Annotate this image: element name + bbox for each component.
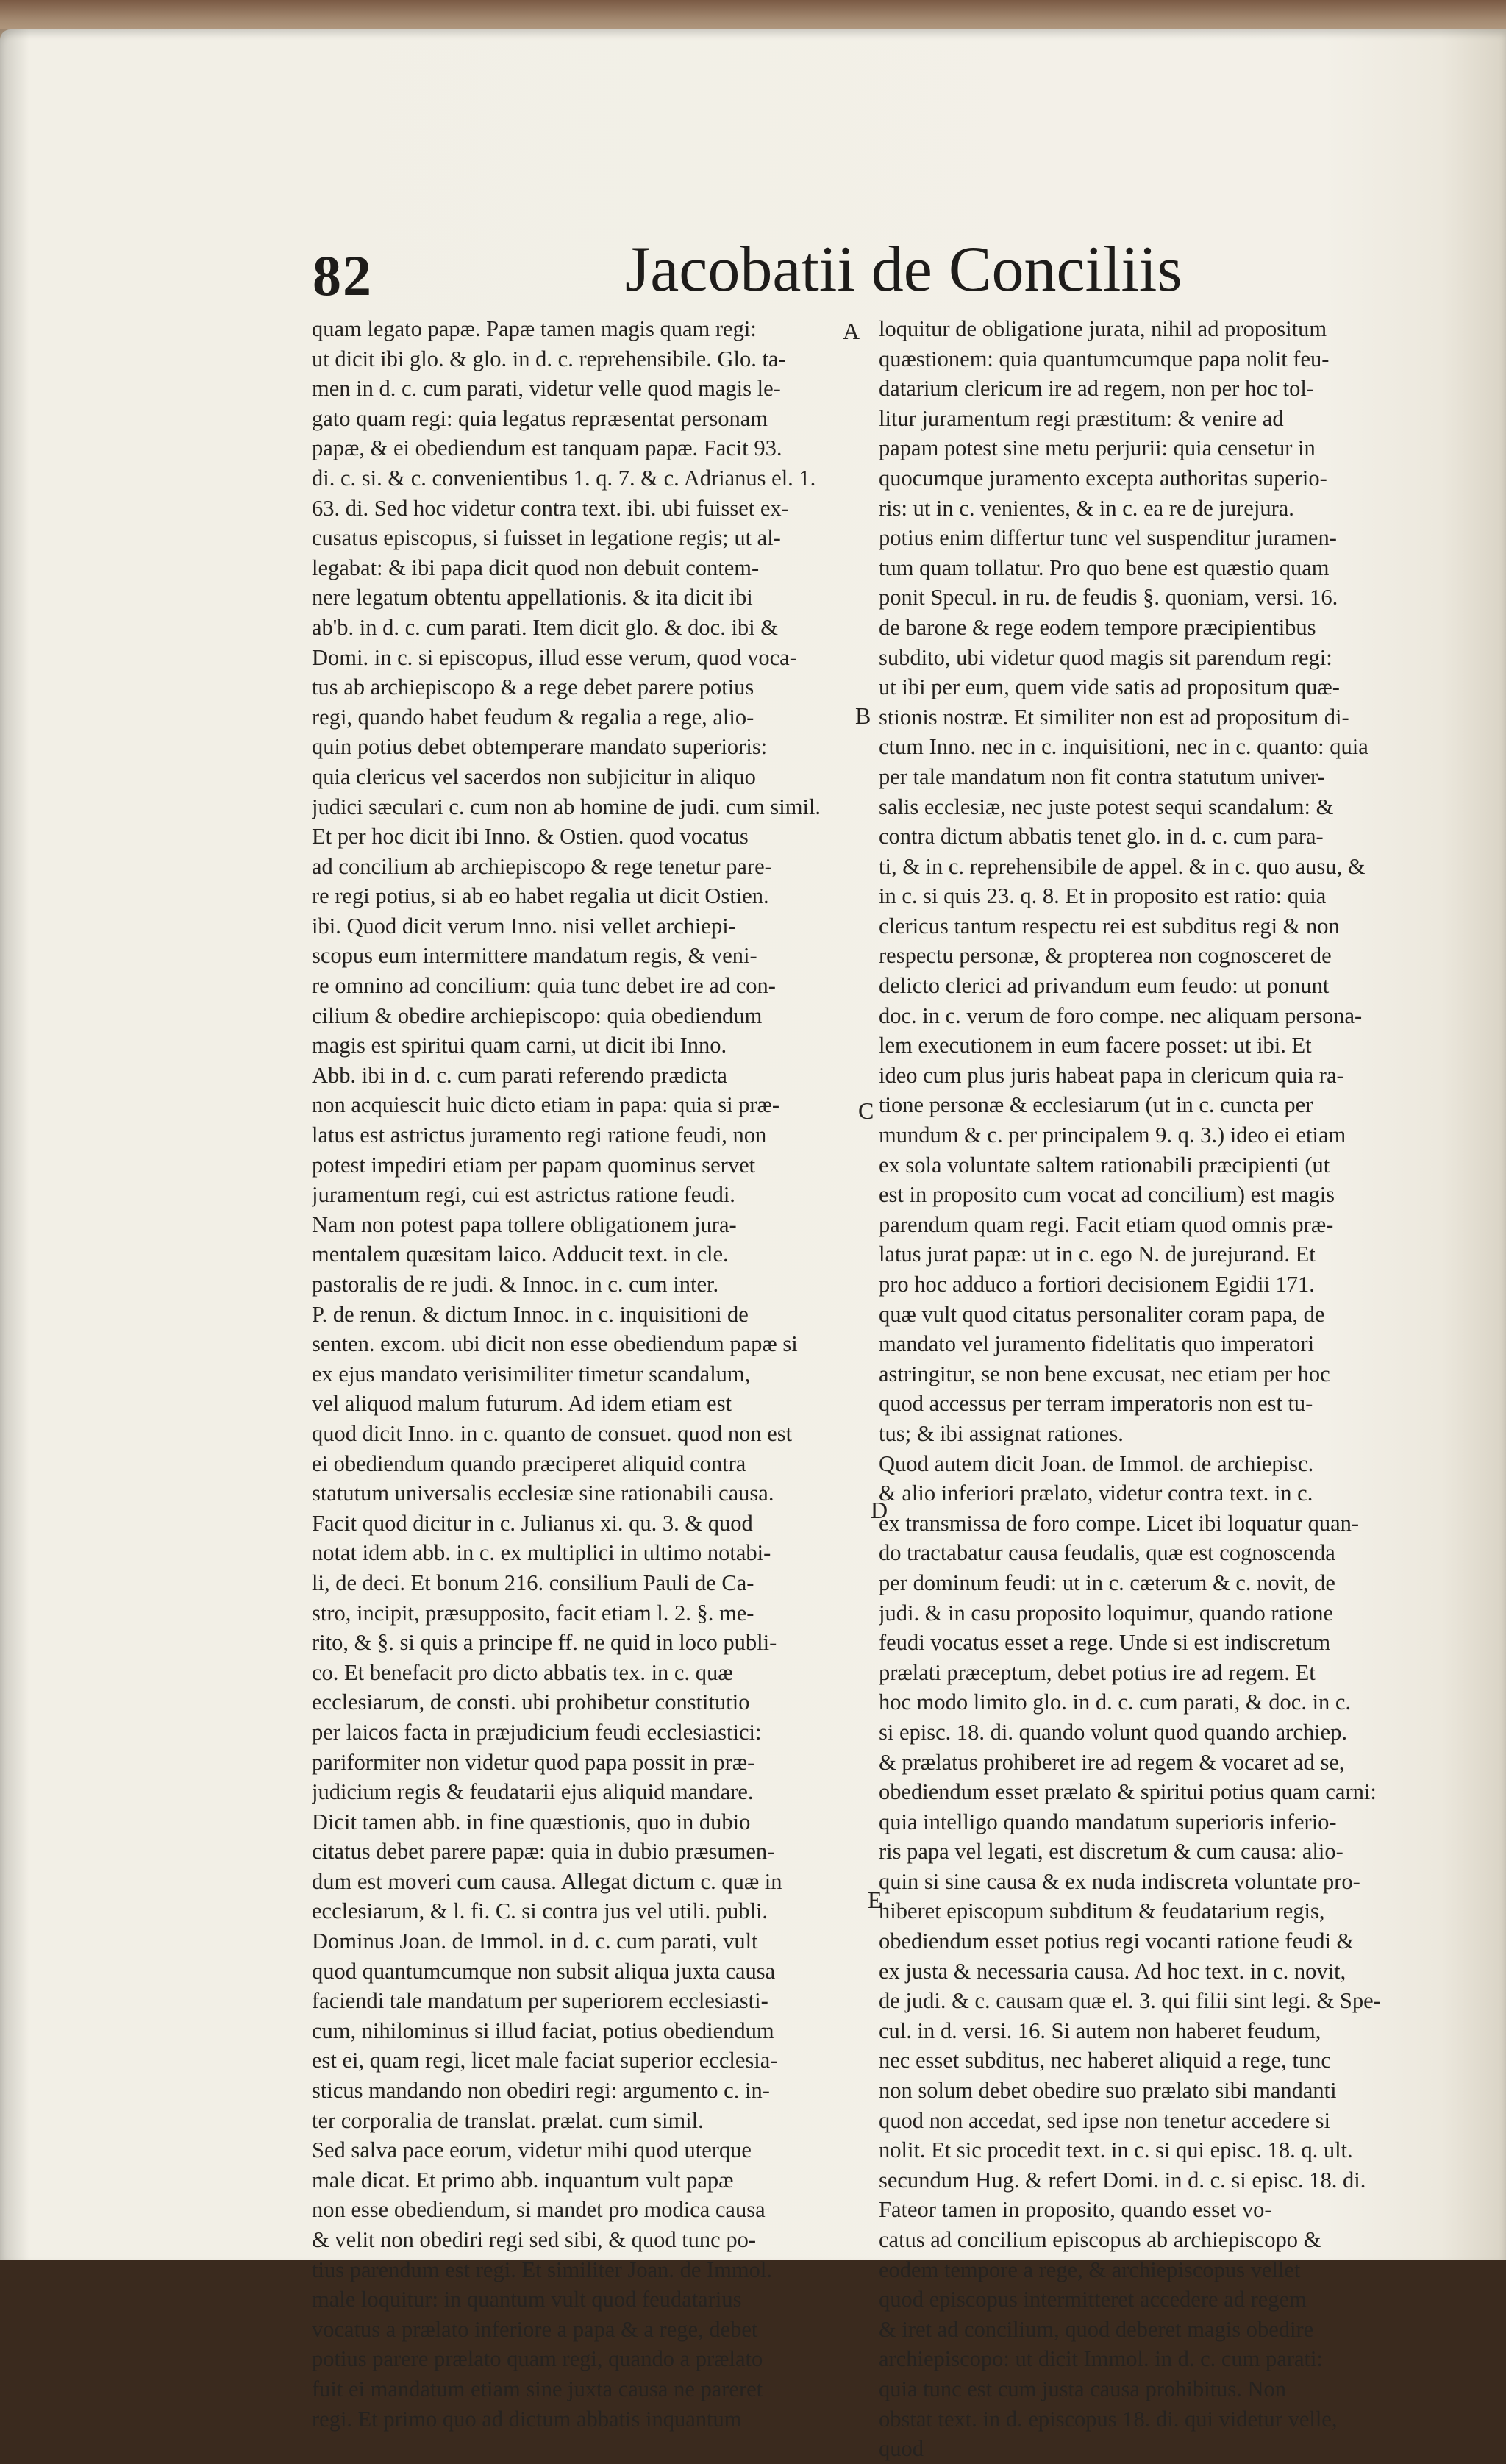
right-column-line: obediendum esset prælato & spiritui potius quam carni: xyxy=(879,1779,1377,1805)
left-column-line: pariformiter non videtur quod papa possit in præ- xyxy=(312,1749,755,1775)
page-number: 82 xyxy=(313,243,373,307)
left-column-line: 63. di. Sed hoc videtur contra text. ibi. ubi fuisset ex- xyxy=(312,495,789,521)
right-column-line: non solum debet obedire suo prælato sibi mandanti xyxy=(879,2078,1337,2104)
left-column-line: quam legato papæ. Papæ tamen magis quam regi: xyxy=(312,316,757,341)
right-column-line: quia intelligo quando mandatum superioris inferio- xyxy=(879,1809,1337,1834)
right-column-line: contra dictum abbatis tenet glo. in d. c. cum para- xyxy=(879,824,1324,850)
right-column-line: catus ad concilium episcopus ab archiepiscopo & xyxy=(879,2227,1321,2252)
left-column-line: legabat: & ibi papa dicit quod non debuit contem- xyxy=(312,555,760,580)
right-column-line: potius enim differtur tunc vel suspenditur juramen- xyxy=(879,525,1337,551)
running-title: Jacobatii de Conciliis xyxy=(625,234,1182,305)
right-column-line: ctum Inno. nec in c. inquisitioni, nec in c. quanto: quia xyxy=(879,734,1368,760)
left-column-line: tius parendum est regi. Et similiter Joan. de Immol. xyxy=(312,2257,772,2282)
left-column-line: non acquiescit huic dicto etiam in papa: quia si præ- xyxy=(312,1092,780,1118)
left-column-line: Et per hoc dicit ibi Inno. & Ostien. quod vocatus xyxy=(312,824,749,850)
margin-letter-b: B xyxy=(855,702,871,729)
right-column-line: salis ecclesiæ, nec juste potest sequi scandalum: & xyxy=(879,794,1334,819)
right-column-line: Quod autem dicit Joan. de Immol. de archiepisc. xyxy=(879,1450,1314,1476)
right-column-line: de barone & rege eodem tempore præcipientibus xyxy=(879,614,1316,640)
margin-letter-c: C xyxy=(858,1097,874,1124)
left-column-line: scopus eum intermittere mandatum regis, & veni- xyxy=(312,943,757,969)
left-column-line: quin potius debet obtemperare mandato superioris: xyxy=(312,734,768,760)
left-column-line: dum est moveri cum causa. Allegat dictum c. quæ in xyxy=(312,1868,782,1894)
right-column-line: astringitur, se non bene excusat, nec etiam per hoc xyxy=(879,1361,1330,1386)
right-column-line: per dominum feudi: ut in c. cæterum & c. novit, de xyxy=(879,1570,1335,1595)
right-column-line: nolit. Et sic procedit text. in c. si qui episc. 18. q. ult. xyxy=(879,2137,1353,2163)
left-column-line: stro, incipit, præsupposito, facit etiam l. 2. §. me- xyxy=(312,1600,754,1626)
right-column-line: ex justa & necessaria causa. Ad hoc text. in c. novit, xyxy=(879,1958,1346,1984)
left-column-line: notat idem abb. in c. ex multiplici in ultimo notabi- xyxy=(312,1540,771,1566)
left-column-line: ab'b. in d. c. cum parati. Item dicit glo. & doc. ibi & xyxy=(312,614,778,640)
left-column-line: vel aliquod malum futurum. Ad idem etiam est xyxy=(312,1391,732,1417)
right-column-line: quæ vult quod citatus personaliter coram papa, de xyxy=(879,1301,1325,1327)
left-column-line: li, de deci. Et bonum 216. consilium Pauli de Ca- xyxy=(312,1570,754,1595)
right-column-line: litur juramentum regi præstitum: & venire ad xyxy=(879,405,1284,431)
right-column-line: loquitur de obligatione jurata, nihil ad propositum xyxy=(879,316,1327,341)
right-column-line: quod xyxy=(879,2436,924,2462)
right-column-line: de judi. & c. causam quæ el. 3. qui filii sint legi. & Spe- xyxy=(879,1988,1381,2014)
right-column-line: doc. in c. verum de foro compe. nec aliquam persona- xyxy=(879,1003,1363,1028)
right-column-line: secundum Hug. & refert Domi. in d. c. si episc. 18. di. xyxy=(879,2167,1366,2193)
left-column-line: judicium regis & feudatarii ejus aliquid mandare. xyxy=(312,1779,754,1805)
left-column-line: ut dicit ibi glo. & glo. in d. c. reprehensibile. Glo. ta- xyxy=(312,346,786,371)
right-column-line: hiberet episcopum subditum & feudatarium regis, xyxy=(879,1898,1325,1924)
left-column-line: male dicat. Et primo abb. inquantum vult papæ xyxy=(312,2167,734,2193)
left-column-line: fuit ei mandatum etiam sine juxta causa ne pareret xyxy=(312,2376,763,2401)
right-column-line: lem executionem in eum facere posset: ut ibi. Et xyxy=(879,1033,1312,1058)
left-column-line: faciendi tale mandatum per superiorem ecclesiasti- xyxy=(312,1988,768,2014)
right-column-line: quia tunc est cum justa causa prohibitus. Non xyxy=(879,2376,1286,2401)
right-column-line: quod episcopus intermitteret accedere ad regem xyxy=(879,2287,1307,2312)
right-column-line: est in proposito cum vocat ad concilium) est magis xyxy=(879,1182,1335,1208)
right-column-line: & alio inferiori prælato, videtur contra text. in c. xyxy=(879,1481,1313,1506)
left-column-line: tus ab archiepiscopo & a rege debet parere potius xyxy=(312,674,754,700)
left-column-line: P. de renun. & dictum Innoc. in c. inquisitioni de xyxy=(312,1301,749,1327)
right-column-line: datarium clericum ire ad regem, non per hoc tol- xyxy=(879,376,1314,402)
margin-letter-d: D xyxy=(871,1497,888,1523)
right-column-line: stionis nostræ. Et similiter non est ad propositum di- xyxy=(879,704,1349,730)
right-column-line: do tractabatur causa feudalis, quæ est cognoscenda xyxy=(879,1540,1335,1566)
left-column-line: non esse obediendum, si mandet pro modica causa xyxy=(312,2197,766,2223)
margin-letter-a: A xyxy=(843,318,860,344)
left-column-line: papæ, & ei obediendum est tanquam papæ. Facit 93. xyxy=(312,435,782,461)
left-column-line: mentalem quæsitam laico. Adducit text. in cle. xyxy=(312,1242,729,1267)
right-column-line: latus jurat papæ: ut in c. ego N. de jurejurand. Et xyxy=(879,1242,1316,1267)
right-column-line: obstat text. in d. episcopus 18. di. qui videtur velle, xyxy=(879,2406,1338,2432)
right-column-line: tus; & ibi assignat rationes. xyxy=(879,1420,1124,1446)
right-column-line: tum quam tollatur. Pro quo bene est quæstio quam xyxy=(879,555,1330,580)
right-column-line: ut ibi per eum, quem vide satis ad propositum quæ- xyxy=(879,674,1340,700)
right-column-line: quod accessus per terram imperatoris non est tu- xyxy=(879,1391,1313,1417)
left-column-line: quia clericus vel sacerdos non subjicitur in aliquo xyxy=(312,763,756,789)
right-column-line: obediendum esset potius regi vocanti ratione feudi & xyxy=(879,1929,1355,1954)
left-column-line: senten. excom. ubi dicit non esse obediendum papæ si xyxy=(312,1331,798,1357)
left-column-line: pastoralis de re judi. & Innoc. in c. cum inter. xyxy=(312,1272,719,1297)
left-column-line: cum, nihilominus si illud faciat, potius obediendum xyxy=(312,2018,774,2043)
left-column-line: gato quam regi: quia legatus repræsentat personam xyxy=(312,405,768,431)
left-column-line: men in d. c. cum parati, videtur velle quod magis le- xyxy=(312,376,781,402)
gutter-shadow xyxy=(0,29,29,2260)
right-column-line: & iret ad concilium, quod deberet magis obedire xyxy=(879,2316,1314,2342)
left-column-line: Domi. in c. si episcopus, illud esse verum, quod voca- xyxy=(312,644,797,670)
left-column-line: sticus mandando non obediri regi: argumento c. in- xyxy=(312,2078,770,2104)
left-column-line: est ei, quam regi, licet male faciat superior ecclesia- xyxy=(312,2048,778,2073)
right-column-line: & prælatus prohiberet ire ad regem & vocaret ad se, xyxy=(879,1749,1345,1775)
left-column-line: co. Et benefacit pro dicto abbatis tex. in c. quæ xyxy=(312,1659,733,1685)
left-column-line: Sed salva pace eorum, videtur mihi quod uterque xyxy=(312,2137,752,2163)
left-column-line: Nam non potest papa tollere obligationem jura- xyxy=(312,1211,737,1237)
right-column-line: cul. in d. versi. 16. Si autem non haberet feudum, xyxy=(879,2018,1321,2043)
left-column-line: judici sæculari c. cum non ab homine de judi. cum simil. xyxy=(312,794,821,819)
right-column-line: papam potest sine metu perjurii: quia censetur in xyxy=(879,435,1316,461)
right-column-line: tione personæ & ecclesiarum (ut in c. cuncta per xyxy=(879,1092,1313,1118)
right-column-line: ideo cum plus juris habeat papa in clericum quia ra- xyxy=(879,1062,1344,1088)
left-column-line: quod dicit Inno. in c. quanto de consuet. quod non est xyxy=(312,1420,793,1446)
left-column-line: ibi. Quod dicit verum Inno. nisi vellet archiepi- xyxy=(312,913,736,939)
right-column-line: parendum quam regi. Facit etiam quod omnis præ- xyxy=(879,1211,1334,1237)
left-column-line: ter corporalia de translat. prælat. cum simil. xyxy=(312,2107,704,2133)
right-column-line: si episc. 18. di. quando volunt quod quando archiep. xyxy=(879,1719,1348,1745)
left-column-line: & velit non obediri regi sed sibi, & quod tunc po- xyxy=(312,2227,756,2252)
left-column-line: potest impediri etiam per papam quominus servet xyxy=(312,1152,756,1178)
left-column-line: ex ejus mandato verisimiliter timetur scandalum, xyxy=(312,1361,751,1386)
left-column-line: statutum universalis ecclesiæ sine rationabili causa. xyxy=(312,1481,774,1506)
margin-letter-e: E xyxy=(868,1887,882,1913)
left-column-line: magis est spiritui quam carni, ut dicit ibi Inno. xyxy=(312,1033,727,1058)
left-column-line: ei obediendum quando præciperet aliquid contra xyxy=(312,1450,746,1476)
left-column-line: rito, & §. si quis a principe ff. ne quid in loco publi- xyxy=(312,1630,777,1656)
right-column-line: ponit Specul. in ru. de feudis §. quoniam, versi. 16. xyxy=(879,585,1338,610)
left-column-line: vocatus a prælato inferiore a papa & a rege, debet xyxy=(312,2316,758,2342)
right-column-line: quin si sine causa & ex nuda indiscreta voluntate pro- xyxy=(879,1868,1360,1894)
left-column-line: ad concilium ab archiepiscopo & rege tenetur pare- xyxy=(312,853,772,879)
right-column-line: subdito, ubi videtur quod magis sit parendum regi: xyxy=(879,644,1332,670)
left-column-line: Abb. ibi in d. c. cum parati referendo prædicta xyxy=(312,1062,727,1088)
left-column-line: cilium & obedire archiepiscopo: quia obediendum xyxy=(312,1003,763,1028)
left-column-line: Facit quod dicitur in c. Julianus xi. qu. 3. & quod xyxy=(312,1510,753,1536)
right-column-line: nec esset subditus, nec haberet aliquid a rege, tunc xyxy=(879,2048,1331,2073)
right-column-line: mandato vel juramento fidelitatis quo imperatori xyxy=(879,1331,1315,1357)
right-column-line: Fateor tamen in proposito, quando esset vo- xyxy=(879,2197,1272,2223)
left-column-line: Dominus Joan. de Immol. in d. c. cum parati, vult xyxy=(312,1929,758,1954)
left-column-line: regi. Et primo quo ad dictum abbatis inquantum xyxy=(312,2406,742,2432)
left-column xyxy=(312,314,856,2434)
right-column-line: mundum & c. per principalem 9. q. 3.) ideo ei etiam xyxy=(879,1122,1346,1148)
right-column-line: prælati præceptum, debet potius ire ad regem. Et xyxy=(879,1659,1316,1685)
right-column-line: judi. & in casu proposito loquimur, quando ratione xyxy=(879,1600,1334,1626)
right-column-line: ex transmissa de foro compe. Licet ibi loquatur quan- xyxy=(879,1510,1360,1536)
left-column-line: di. c. si. & c. convenientibus 1. q. 7. & c. Adrianus el. 1. xyxy=(312,465,816,491)
left-column-line: juramentum regi, cui est astrictus ratione feudi. xyxy=(312,1182,735,1208)
left-column-line: re omnino ad concilium: quia tunc debet ire ad con- xyxy=(312,973,776,999)
right-column-line: pro hoc adduco a fortiori decisionem Egidii 171. xyxy=(879,1272,1315,1297)
right-column-line: quod non accedat, sed ipse non tenetur accedere si xyxy=(879,2107,1330,2133)
right-column-line: feudi vocatus esset a rege. Unde si est indiscretum xyxy=(879,1630,1331,1656)
left-column-line: latus est astrictus juramento regi ratione feudi, non xyxy=(312,1122,767,1148)
right-column-line: respectu personæ, & propterea non cognosceret de xyxy=(879,943,1332,969)
right-column-line: ris papa vel legati, est discretum & cum causa: alio- xyxy=(879,1839,1343,1865)
left-column-line: Dicit tamen abb. in fine quæstionis, quo in dubio xyxy=(312,1809,751,1834)
left-column-line: citatus debet parere papæ: quia in dubio præsumen- xyxy=(312,1839,775,1865)
right-column-line: per tale mandatum non fit contra statutum univer- xyxy=(879,763,1325,789)
left-column-line: nere legatum obtentu appellationis. & ita dicit ibi xyxy=(312,585,753,610)
left-column-line: cusatus episcopus, si fuisset in legatione regis; ut al- xyxy=(312,525,781,551)
left-column-line: ecclesiarum, de consti. ubi prohibetur constitutio xyxy=(312,1689,750,1715)
left-column-line: male loquitur: in quantum vult quod feudatarius xyxy=(312,2287,742,2312)
left-column-line: regi, quando habet feudum & regalia a rege, alio- xyxy=(312,704,754,730)
right-column-line: ris: ut in c. venientes, & in c. ea re de jurejura. xyxy=(879,495,1294,521)
right-column xyxy=(879,314,1445,2464)
right-column-line: quæstionem: quia quantumcumque papa nolit feu- xyxy=(879,346,1330,371)
right-column-line: clericus tantum respectu rei est subditus regi & non xyxy=(879,913,1340,939)
left-column-line: re regi potius, si ab eo habet regalia ut dicit Ostien. xyxy=(312,883,769,909)
right-column-line: delicto clerici ad privandum eum feudo: ut ponunt xyxy=(879,973,1330,999)
right-column-line: quocumque juramento excepta authoritas superio- xyxy=(879,465,1327,491)
left-column-line: quod quantumcumque non subsit aliqua juxta causa xyxy=(312,1958,776,1984)
right-column-line: archiepiscopo: ut dicit Immol. in d. c. cum parati: xyxy=(879,2346,1323,2372)
right-column-line: in c. si quis 23. q. 8. Et in proposito est ratio: quia xyxy=(879,883,1327,909)
right-column-line: eodem tempore a rege, & archiepiscopus vellet xyxy=(879,2257,1301,2282)
left-column-line: per laicos facta in præjudicium feudi ecclesiastici: xyxy=(312,1719,762,1745)
right-column-line: hoc modo limito glo. in d. c. cum parati, & doc. in c. xyxy=(879,1689,1352,1715)
left-column-line: potius parere prælato quam regi, quando a prælato xyxy=(312,2346,763,2372)
left-column-line: ecclesiarum, & l. fi. C. si contra jus vel utili. publi. xyxy=(312,1898,768,1924)
right-column-line: ex sola voluntate saltem rationabili præcipienti (ut xyxy=(879,1152,1330,1178)
right-column-line: ti, & in c. reprehensibile de appel. & in c. quo ausu, & xyxy=(879,853,1366,879)
